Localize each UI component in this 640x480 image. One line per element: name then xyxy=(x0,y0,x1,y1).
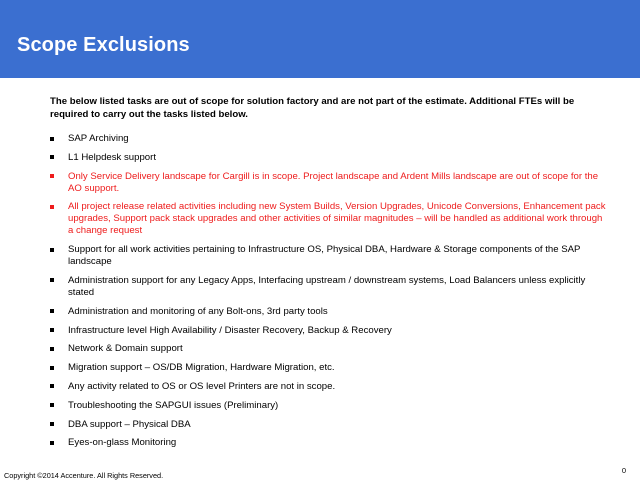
list-item xyxy=(50,400,610,412)
list-item-text: Infrastructure level High Availability / Disaster Recovery, Backup & Recovery xyxy=(68,324,392,336)
list-item xyxy=(50,343,610,355)
square-bullet-icon xyxy=(50,137,54,141)
square-bullet-icon xyxy=(50,441,54,445)
square-bullet-icon xyxy=(50,403,54,407)
square-bullet-icon xyxy=(50,422,54,426)
list-item xyxy=(50,201,610,237)
page-number: 0 xyxy=(621,466,626,475)
intro-text: The below listed tasks are out of scope for solution factory and are not part of the estimate. Additional FTEs will be required to carry out the tasks listed below. xyxy=(50,96,575,120)
list-item xyxy=(50,133,610,145)
square-bullet-icon xyxy=(50,347,54,351)
square-bullet-icon xyxy=(50,174,54,178)
list-item-text: Any activity related to OS or OS level Printers are not in scope. xyxy=(68,380,336,392)
list-item-text: DBA support – Physical DBA xyxy=(68,418,191,430)
exclusions-list xyxy=(50,133,610,456)
square-bullet-icon xyxy=(50,328,54,332)
list-item-text: Eyes-on-glass Monitoring xyxy=(68,437,177,449)
page-title: Scope Exclusions xyxy=(17,34,190,56)
list-item-text: Only Service Delivery landscape for Cargill is in scope. Project landscape and Ardent Mills landscape are out of scope for the AO support. xyxy=(68,170,599,194)
list-item-text: L1 Helpdesk support xyxy=(68,151,156,163)
list-item xyxy=(50,171,610,195)
list-item-text: Troubleshooting the SAPGUI issues (Preliminary) xyxy=(68,399,279,411)
list-item xyxy=(50,362,610,374)
list-item-text: Support for all work activities pertaining to Infrastructure OS, Physical DBA, Hardware & Storage components of the SAP landscape xyxy=(68,244,581,268)
square-bullet-icon xyxy=(50,384,54,388)
square-bullet-icon xyxy=(50,205,54,209)
list-item-text: Network & Domain support xyxy=(68,343,183,355)
list-item-text: Administration and monitoring of any Bolt-ons, 3rd party tools xyxy=(68,305,328,317)
square-bullet-icon xyxy=(50,155,54,159)
list-item-text: Migration support – OS/DB Migration, Hardware Migration, etc. xyxy=(68,362,335,374)
list-item-text: Administration support for any Legacy Apps, Interfacing upstream / downstream systems, Load Balancers unless explicitly stated xyxy=(68,274,586,298)
square-bullet-icon xyxy=(50,278,54,282)
title-bar xyxy=(0,0,640,78)
list-item xyxy=(50,437,610,449)
list-item xyxy=(50,419,610,431)
square-bullet-icon xyxy=(50,248,54,252)
list-item-text: SAP Archiving xyxy=(68,133,129,144)
square-bullet-icon xyxy=(50,366,54,370)
list-item xyxy=(50,275,610,299)
list-item xyxy=(50,306,610,318)
list-item xyxy=(50,325,610,337)
list-item xyxy=(50,152,610,164)
copyright-footer: Copyright ©2014 Accenture. All Rights Reserved. xyxy=(4,471,164,480)
square-bullet-icon xyxy=(50,309,54,313)
list-item xyxy=(50,244,610,268)
list-item xyxy=(50,381,610,393)
list-item-text: All project release related activities including new System Builds, Version Upgrades, Unicode Conversions, Enhancement pack upgrades, Support pack stack upgrades and other activities of similar magnitudes – will be handled as additional work through a change request xyxy=(68,201,606,237)
